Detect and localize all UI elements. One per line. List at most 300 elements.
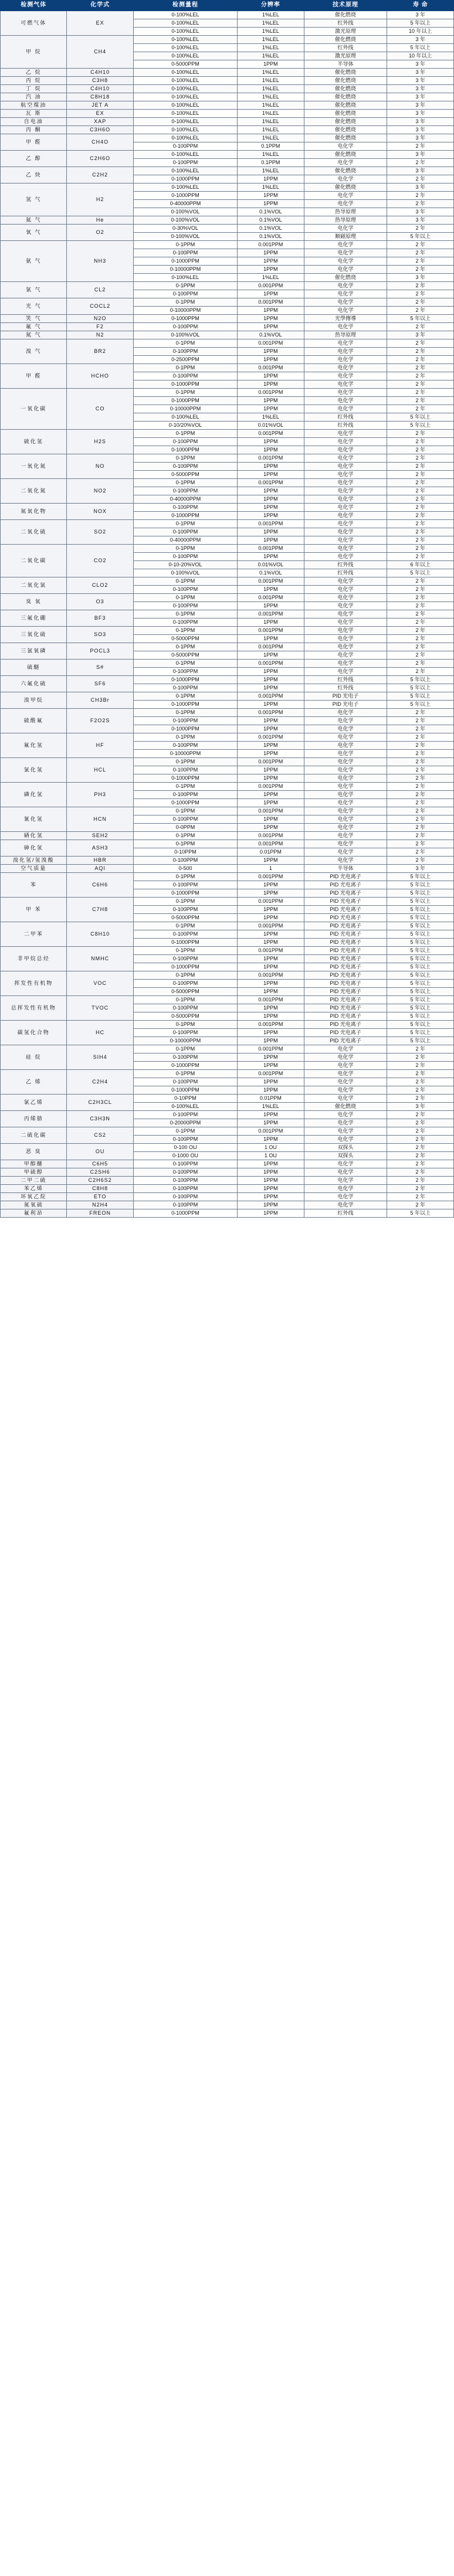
resolution-cell: 1PPM: [238, 914, 304, 922]
detection-range-cell: 0-1PPM: [133, 947, 237, 955]
chemical-formula-cell: C2H2: [67, 167, 133, 183]
table-row: [1, 1177, 454, 1185]
lifetime-cell: 5 年以上: [387, 233, 454, 241]
detection-range-cell: 0-1PPM: [133, 1045, 237, 1053]
chemical-formula-cell: H2: [67, 183, 133, 216]
lifetime-cell: 2 年: [387, 372, 454, 380]
lifetime-cell: 5 年以上: [387, 692, 454, 701]
chemical-formula-cell: C3H3N: [67, 1111, 133, 1127]
detection-range-cell: 0-100PPM: [133, 463, 237, 471]
lifetime-cell: 5 年以上: [387, 701, 454, 709]
chemical-formula-cell: HC: [67, 1021, 133, 1045]
lifetime-cell: 5 年以上: [387, 1209, 454, 1218]
detection-range-cell: 0-0PPM: [133, 824, 237, 832]
table-row: [1, 594, 454, 602]
gas-name-cell: 甲 苯: [1, 898, 67, 922]
technology-cell: 电化学: [304, 290, 387, 298]
gas-name-cell: 环氧乙烷: [1, 1193, 67, 1201]
resolution-cell: 0.001PPM: [238, 692, 304, 701]
technology-cell: 电化学: [304, 709, 387, 717]
technology-cell: 电化学: [304, 380, 387, 389]
table-row: [1, 11, 454, 19]
detection-range-cell: 0-100PPM: [133, 717, 237, 725]
technology-cell: 电化学: [304, 1111, 387, 1119]
technology-cell: PID 光电离子: [304, 1021, 387, 1029]
lifetime-cell: 2 年: [387, 495, 454, 504]
technology-cell: PID 光电离子: [304, 980, 387, 988]
table-row: [1, 1193, 454, 1201]
detection-range-cell: 0-1PPM: [133, 282, 237, 290]
detection-range-cell: 0-100%LEL: [133, 101, 237, 110]
lifetime-cell: 2 年: [387, 438, 454, 446]
resolution-cell: 1PPM: [238, 348, 304, 356]
lifetime-cell: 2 年: [387, 824, 454, 832]
resolution-cell: 0.1%VOL: [238, 233, 304, 241]
lifetime-cell: 2 年: [387, 1062, 454, 1070]
detection-range-cell: 0-1000PPM: [133, 799, 237, 807]
technology-cell: 电化学: [304, 1062, 387, 1070]
gas-name-cell: 汽 油: [1, 93, 67, 101]
gas-name-cell: 氯乙烯: [1, 1095, 67, 1111]
technology-cell: 电化学: [304, 1193, 387, 1201]
chemical-formula-cell: C8H10: [67, 922, 133, 947]
detection-range-cell: 0-1000PPM: [133, 774, 237, 783]
technology-cell: PID 光电离子: [304, 922, 387, 930]
resolution-cell: 1%LEL: [238, 413, 304, 422]
chemical-formula-cell: S#: [67, 660, 133, 676]
gas-name-cell: 砷化氢: [1, 840, 67, 857]
chemical-formula-cell: COCL2: [67, 298, 133, 315]
gas-name-cell: 硅 烷: [1, 1045, 67, 1070]
detection-range-cell: 0-100PPM: [133, 323, 237, 331]
resolution-cell: 1PPM: [238, 676, 304, 684]
detection-range-cell: 0-1PPM: [133, 692, 237, 701]
technology-cell: 电化学: [304, 1201, 387, 1209]
table-row: [1, 77, 454, 85]
lifetime-cell: 2 年: [387, 1078, 454, 1086]
technology-cell: 催化燃烧: [304, 77, 387, 85]
technology-cell: 电化学: [304, 463, 387, 471]
technology-cell: 红外线: [304, 44, 387, 52]
lifetime-cell: 5 年以上: [387, 1029, 454, 1037]
resolution-cell: 1PPM: [238, 446, 304, 454]
technology-cell: 电化学: [304, 783, 387, 791]
detection-range-cell: 0-20000PPM: [133, 1119, 237, 1127]
resolution-cell: 1%LEL: [238, 110, 304, 118]
lifetime-cell: 2 年: [387, 430, 454, 438]
lifetime-cell: 2 年: [387, 766, 454, 774]
chemical-formula-cell: He: [67, 216, 133, 225]
technology-cell: 电化学: [304, 1095, 387, 1103]
table-row: [1, 389, 454, 397]
lifetime-cell: 2 年: [387, 1053, 454, 1062]
resolution-cell: 1PPM: [238, 380, 304, 389]
resolution-cell: 0.01%VOL: [238, 422, 304, 430]
column-header-resolution: 分辨率: [238, 1, 304, 11]
chemical-formula-cell: CH3Br: [67, 692, 133, 709]
chemical-formula-cell: N2: [67, 331, 133, 339]
resolution-cell: 1PPM: [238, 1012, 304, 1021]
detection-range-cell: 0-1PPM: [133, 996, 237, 1004]
gas-name-cell: 三氯氧磷: [1, 643, 67, 660]
chemical-formula-cell: SEH2: [67, 832, 133, 840]
detection-range-cell: 0-1000PPM: [133, 1086, 237, 1095]
table-row: [1, 840, 454, 848]
gas-name-cell: 二氧化硫: [1, 520, 67, 545]
lifetime-cell: 3 年: [387, 208, 454, 216]
lifetime-cell: 2 年: [387, 266, 454, 274]
chemical-formula-cell: ASH3: [67, 840, 133, 857]
table-row: [1, 282, 454, 290]
technology-cell: 电化学: [304, 487, 387, 495]
resolution-cell: 0.001PPM: [238, 282, 304, 290]
chemical-formula-cell: AQI: [67, 865, 133, 873]
lifetime-cell: 3 年: [387, 93, 454, 101]
resolution-cell: 0.001PPM: [238, 840, 304, 848]
resolution-cell: 0.001PPM: [238, 241, 304, 249]
chemical-formula-cell: N2H4: [67, 1201, 133, 1209]
table-row: [1, 922, 454, 930]
resolution-cell: 1PPM: [238, 553, 304, 561]
resolution-cell: 0.001PPM: [238, 389, 304, 397]
lifetime-cell: 2 年: [387, 520, 454, 528]
detection-range-cell: 0-100PPM: [133, 1078, 237, 1086]
resolution-cell: 1%LEL: [238, 101, 304, 110]
resolution-cell: 1PPM: [238, 774, 304, 783]
technology-cell: 电化学: [304, 577, 387, 586]
resolution-cell: 0.01PPM: [238, 1095, 304, 1103]
lifetime-cell: 3 年: [387, 77, 454, 85]
technology-cell: 电化学: [304, 1086, 387, 1095]
detection-range-cell: 0-1000PPM: [133, 963, 237, 971]
technology-cell: 电化学: [304, 1070, 387, 1078]
technology-cell: 电化学: [304, 159, 387, 167]
table-row: [1, 898, 454, 906]
chemical-formula-cell: EX: [67, 110, 133, 118]
chemical-formula-cell: SO3: [67, 627, 133, 643]
technology-cell: PID 光电离子: [304, 939, 387, 947]
detection-range-cell: 0-1PPM: [133, 709, 237, 717]
detection-range-cell: 0-100PPM: [133, 766, 237, 774]
resolution-cell: 0.1%VOL: [238, 216, 304, 225]
lifetime-cell: 2 年: [387, 610, 454, 618]
detection-range-cell: 0-100%LEL: [133, 69, 237, 77]
technology-cell: 电化学: [304, 405, 387, 413]
gas-name-cell: 恶 臭: [1, 1144, 67, 1160]
gas-name-cell: 苯乙烯: [1, 1185, 67, 1193]
detection-range-cell: 0-10000PPM: [133, 750, 237, 758]
lifetime-cell: 3 年: [387, 11, 454, 19]
gas-name-cell: 氟利昂: [1, 1209, 67, 1218]
lifetime-cell: 5 年以上: [387, 881, 454, 889]
resolution-cell: 1PPM: [238, 405, 304, 413]
technology-cell: 电化学: [304, 824, 387, 832]
resolution-cell: 0.001PPM: [238, 898, 304, 906]
lifetime-cell: 5 年以上: [387, 980, 454, 988]
resolution-cell: 0.001PPM: [238, 807, 304, 815]
table-row: [1, 692, 454, 701]
detection-range-cell: 0-1PPM: [133, 783, 237, 791]
lifetime-cell: 3 年: [387, 101, 454, 110]
detection-range-cell: 0-100PPM: [133, 1160, 237, 1168]
lifetime-cell: 3 年: [387, 85, 454, 93]
gas-name-cell: 甲 醛: [1, 134, 67, 151]
detection-range-cell: 0-1000PPM: [133, 701, 237, 709]
detection-range-cell: 0-100PPM: [133, 1029, 237, 1037]
lifetime-cell: 2 年: [387, 1160, 454, 1168]
detection-range-cell: 0-1PPM: [133, 922, 237, 930]
table-header-row: [1, 1, 454, 11]
gas-name-cell: 氦 气: [1, 216, 67, 225]
detection-range-cell: 0-1PPM: [133, 898, 237, 906]
technology-cell: 红外线: [304, 676, 387, 684]
detection-range-cell: 0-5000PPM: [133, 60, 237, 69]
lifetime-cell: 3 年: [387, 865, 454, 873]
detection-range-cell: 0-100%LEL: [133, 11, 237, 19]
detection-range-cell: 0-100PPM: [133, 1004, 237, 1012]
detection-range-cell: 0-100PPM: [133, 249, 237, 257]
lifetime-cell: 2 年: [387, 504, 454, 512]
lifetime-cell: 2 年: [387, 717, 454, 725]
lifetime-cell: 2 年: [387, 397, 454, 405]
resolution-cell: 0.001PPM: [238, 545, 304, 553]
technology-cell: PID 光电离子: [304, 947, 387, 955]
lifetime-cell: 10 年以上: [387, 52, 454, 60]
lifetime-cell: 5 年以上: [387, 906, 454, 914]
table-row: [1, 101, 454, 110]
table-row: [1, 298, 454, 307]
lifetime-cell: 2 年: [387, 733, 454, 742]
lifetime-cell: 2 年: [387, 857, 454, 865]
lifetime-cell: 2 年: [387, 348, 454, 356]
technology-cell: 电化学: [304, 791, 387, 799]
technology-cell: 电化学: [304, 323, 387, 331]
technology-cell: 电化学: [304, 832, 387, 840]
resolution-cell: 1PPM: [238, 1185, 304, 1193]
resolution-cell: 1PPM: [238, 799, 304, 807]
detection-range-cell: 0-100PPM: [133, 348, 237, 356]
chemical-formula-cell: FREON: [67, 1209, 133, 1218]
technology-cell: 电化学: [304, 512, 387, 520]
technology-cell: 电化学: [304, 520, 387, 528]
resolution-cell: 1PPM: [238, 1193, 304, 1201]
chemical-formula-cell: VOC: [67, 971, 133, 996]
technology-cell: 电化学: [304, 356, 387, 364]
technology-cell: 电化学: [304, 766, 387, 774]
detection-range-cell: 0-1PPM: [133, 364, 237, 372]
detection-range-cell: 0-100PPM: [133, 290, 237, 298]
gas-name-cell: 硫酰氟: [1, 709, 67, 733]
table-row: [1, 660, 454, 668]
gas-name-cell: 溴甲烷: [1, 692, 67, 709]
gas-name-cell: 丁 烷: [1, 85, 67, 93]
lifetime-cell: 2 年: [387, 298, 454, 307]
technology-cell: 催化燃烧: [304, 167, 387, 175]
lifetime-cell: 5 年以上: [387, 963, 454, 971]
technology-cell: 催化燃烧: [304, 1103, 387, 1111]
resolution-cell: 1PPM: [238, 881, 304, 889]
lifetime-cell: 2 年: [387, 257, 454, 266]
lifetime-cell: 5 年以上: [387, 44, 454, 52]
lifetime-cell: 5 年以上: [387, 914, 454, 922]
detection-range-cell: 0-100PPM: [133, 504, 237, 512]
lifetime-cell: 2 年: [387, 774, 454, 783]
resolution-cell: 1PPM: [238, 504, 304, 512]
technology-cell: 热导原理: [304, 208, 387, 216]
technology-cell: 电化学: [304, 586, 387, 594]
table-row: [1, 93, 454, 101]
technology-cell: 催化燃烧: [304, 118, 387, 126]
lifetime-cell: 2 年: [387, 577, 454, 586]
resolution-cell: 1PPM: [238, 487, 304, 495]
table-row: [1, 454, 454, 463]
technology-cell: 电化学: [304, 364, 387, 372]
gas-name-cell: 二甲苯: [1, 922, 67, 947]
resolution-cell: 1%LEL: [238, 167, 304, 175]
lifetime-cell: 5 年以上: [387, 988, 454, 996]
detection-range-cell: 0-40000PPM: [133, 200, 237, 208]
gas-spec-table: [0, 0, 454, 1218]
detection-range-cell: 0-100PPM: [133, 586, 237, 594]
technology-cell: 电化学: [304, 545, 387, 553]
resolution-cell: 0.001PPM: [238, 832, 304, 840]
chemical-formula-cell: C8H18: [67, 93, 133, 101]
lifetime-cell: 3 年: [387, 69, 454, 77]
chemical-formula-cell: XAP: [67, 118, 133, 126]
resolution-cell: 0.001PPM: [238, 479, 304, 487]
technology-cell: PID 光电离子: [304, 971, 387, 980]
detection-range-cell: 0-5000PPM: [133, 1012, 237, 1021]
resolution-cell: 1PPM: [238, 536, 304, 545]
resolution-cell: 0.001PPM: [238, 971, 304, 980]
resolution-cell: 1PPM: [238, 889, 304, 898]
resolution-cell: 1 OU: [238, 1152, 304, 1160]
lifetime-cell: 2 年: [387, 1136, 454, 1144]
gas-name-cell: 氰化氢: [1, 807, 67, 832]
table-row: [1, 118, 454, 126]
resolution-cell: 1PPM: [238, 725, 304, 733]
detection-range-cell: 0-1PPM: [133, 660, 237, 668]
resolution-cell: 0.001PPM: [238, 783, 304, 791]
lifetime-cell: 2 年: [387, 241, 454, 249]
chemical-formula-cell: CO: [67, 389, 133, 430]
detection-range-cell: 0-100PPM: [133, 742, 237, 750]
technology-cell: 电化学: [304, 282, 387, 290]
chemical-formula-cell: SO2: [67, 520, 133, 545]
column-header-formula: 化学式: [67, 1, 133, 11]
gas-name-cell: 甲醇醚: [1, 1160, 67, 1168]
detection-range-cell: 0-100PPM: [133, 1193, 237, 1201]
detection-range-cell: 0-100PPM: [133, 881, 237, 889]
resolution-cell: 1PPM: [238, 857, 304, 865]
detection-range-cell: 0-1000PPM: [133, 1209, 237, 1218]
resolution-cell: 1%LEL: [238, 118, 304, 126]
resolution-cell: 1PPM: [238, 266, 304, 274]
technology-cell: 电化学: [304, 389, 387, 397]
technology-cell: PID 光电离子: [304, 1037, 387, 1045]
technology-cell: 电化学: [304, 594, 387, 602]
column-header-gas: 检测气体: [1, 1, 67, 11]
gas-name-cell: 溴化氢/氢溴酸: [1, 857, 67, 865]
resolution-cell: 1PPM: [238, 323, 304, 331]
lifetime-cell: 3 年: [387, 1103, 454, 1111]
detection-range-cell: 0-1000PPM: [133, 939, 237, 947]
detection-range-cell: 0-1PPM: [133, 594, 237, 602]
resolution-cell: 1%LEL: [238, 11, 304, 19]
detection-range-cell: 0-10000PPM: [133, 1037, 237, 1045]
detection-range-cell: 0-1PPM: [133, 758, 237, 766]
detection-range-cell: 0-100PPM: [133, 930, 237, 939]
detection-range-cell: 0-100PPM: [133, 487, 237, 495]
detection-range-cell: 0-100%LEL: [133, 167, 237, 175]
lifetime-cell: 3 年: [387, 331, 454, 339]
resolution-cell: 1PPM: [238, 930, 304, 939]
chemical-formula-cell: CL2: [67, 282, 133, 298]
technology-cell: PID 光电离子: [304, 1029, 387, 1037]
chemical-formula-cell: NO2: [67, 479, 133, 504]
lifetime-cell: 5 年以上: [387, 422, 454, 430]
technology-cell: 激光原理: [304, 28, 387, 36]
table-row: [1, 504, 454, 512]
resolution-cell: 0.001PPM: [238, 430, 304, 438]
gas-name-cell: 氯 气: [1, 282, 67, 298]
detection-range-cell: 0-1PPM: [133, 1021, 237, 1029]
technology-cell: 电化学: [304, 1078, 387, 1086]
resolution-cell: 1PPM: [238, 651, 304, 660]
chemical-formula-cell: CH4: [67, 36, 133, 69]
gas-name-cell: 乙 炔: [1, 167, 67, 183]
detection-range-cell: 0-100PPM: [133, 1111, 237, 1119]
detection-range-cell: 0-100PPM: [133, 906, 237, 914]
chemical-formula-cell: EX: [67, 11, 133, 36]
table-row: [1, 971, 454, 980]
lifetime-cell: 5 年以上: [387, 684, 454, 692]
technology-cell: 电化学: [304, 175, 387, 183]
technology-cell: 电化学: [304, 742, 387, 750]
gas-name-cell: 氮氧硫: [1, 1201, 67, 1209]
resolution-cell: 1PPM: [238, 1086, 304, 1095]
resolution-cell: 1PPM: [238, 1177, 304, 1185]
gas-name-cell: 航空煤油: [1, 101, 67, 110]
detection-range-cell: 0-100%LEL: [133, 1103, 237, 1111]
lifetime-cell: 5 年以上: [387, 19, 454, 28]
chemical-formula-cell: C2H4: [67, 1070, 133, 1095]
lifetime-cell: 3 年: [387, 110, 454, 118]
chemical-formula-cell: C3H6O: [67, 126, 133, 134]
resolution-cell: 1PPM: [238, 1201, 304, 1209]
technology-cell: 电化学: [304, 618, 387, 627]
lifetime-cell: 2 年: [387, 175, 454, 183]
detection-range-cell: 0-100PPM: [133, 553, 237, 561]
resolution-cell: 1PPM: [238, 750, 304, 758]
lifetime-cell: 3 年: [387, 274, 454, 282]
technology-cell: PID 光电离子: [304, 1012, 387, 1021]
lifetime-cell: 2 年: [387, 651, 454, 660]
chemical-formula-cell: OU: [67, 1144, 133, 1160]
detection-range-cell: 0-100%VOL: [133, 331, 237, 339]
gas-name-cell: 可燃气体: [1, 11, 67, 36]
table-row: [1, 1127, 454, 1136]
gas-name-cell: 苯: [1, 873, 67, 898]
detection-range-cell: 0-100%LEL: [133, 77, 237, 85]
technology-cell: 电化学: [304, 660, 387, 668]
detection-range-cell: 0-1PPM: [133, 627, 237, 635]
column-header-technology: 技术原理: [304, 1, 387, 11]
resolution-cell: 1PPM: [238, 602, 304, 610]
detection-range-cell: 0-1PPM: [133, 298, 237, 307]
table-row: [1, 783, 454, 791]
technology-cell: 电化学: [304, 668, 387, 676]
